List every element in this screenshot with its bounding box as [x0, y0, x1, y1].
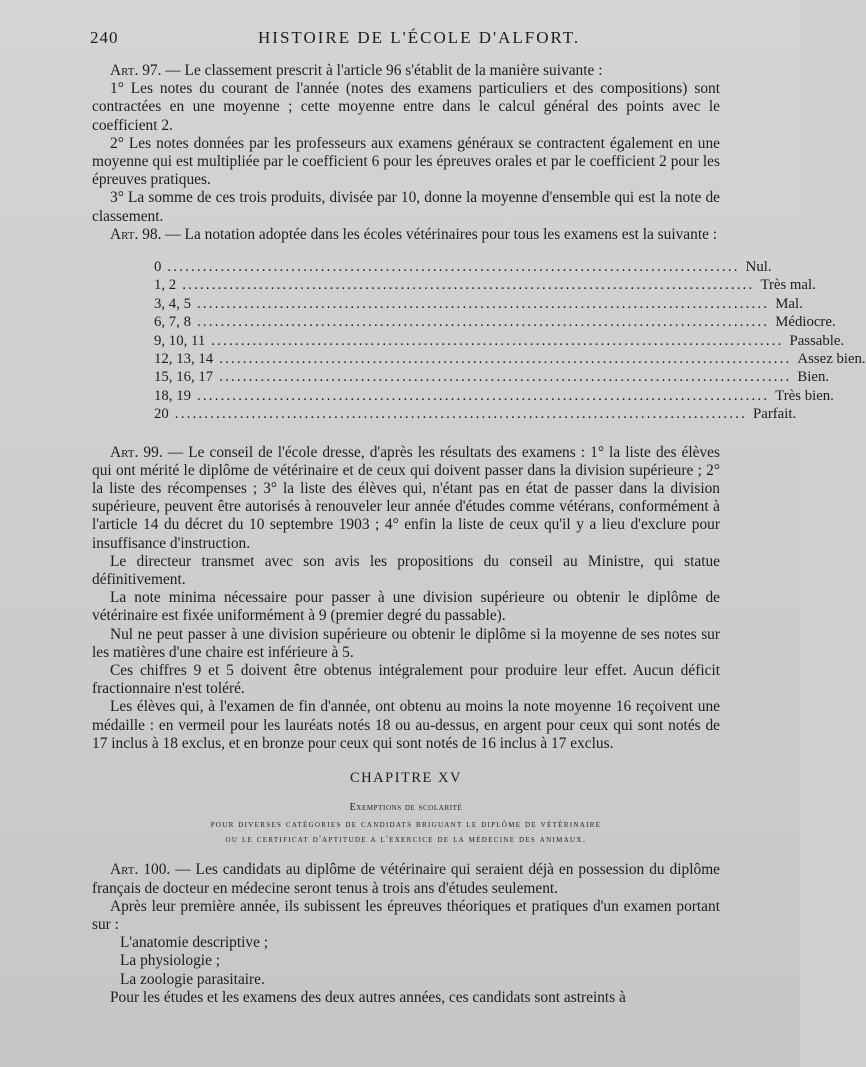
art100-p1: Art. 100. — Les candidats au diplôme de vétérinaire qui seraient déjà en possession du diplôme français de docteur en médecine seront tenus à trois ans d'études seulement. [92, 861, 720, 897]
art100-item: La physiologie ; [120, 952, 221, 970]
leader-dots: ................................................................................................. [197, 387, 770, 404]
leader-dots: ................................................................................................. [174, 406, 748, 423]
grade-notes: 15, 16, 17 [154, 369, 214, 386]
leader-dots: ................................................................................................. [167, 259, 740, 276]
grade-label: Mal. [775, 295, 803, 312]
art97-item-2: 2° Les notes données par les professeurs aux examens généraux se contractent également en une moyenne qui est multipliée par le coefficient 6 pour les épreuves orales et par le coefficient 2 pour les épreuves pratiques. [92, 134, 720, 189]
grade-row [154, 405, 797, 423]
art100-p3: Pour les études et les examens des deux autres années, ces candidats sont astreints à [110, 988, 626, 1006]
art97-item-3: 3° La somme de ces trois produits, divisée par 10, donne la moyenne d'ensemble qui est la note de classement. [92, 189, 720, 225]
grade-notes: 9, 10, 11 [154, 332, 206, 349]
art98-label: Art. 98. [110, 225, 162, 243]
art99-p6: Les élèves qui, à l'examen de fin d'année, ont obtenu au moins la note moyenne 16 reçoivent une médaille : en vermeil pour les lauréats notés 18 ou au-dessus, en argent pour ceux qui sont notés de 17 inclus à 18 exclus, et en bronze pour ceux qui sont notés de 16 inclus à 17 exclus. [92, 698, 720, 752]
grade-notes: 20 [154, 406, 169, 423]
grade-notes: 1, 2 [154, 277, 177, 294]
grade-row [154, 387, 834, 405]
art97-item-1: 1° Les notes du courant de l'année (notes des examens particuliers et des compositions) sont contractées en une moyenne ; cette moyenne entre dans le calcul général des points avec le coefficient 2. [92, 80, 720, 134]
chapter-subtitle-2: ou le certificat d'aptitude a l'exercice de la médecine des animaux. [225, 834, 587, 846]
running-title: HISTOIRE DE L'ÉCOLE D'ALFORT. [258, 28, 581, 47]
art99-label: Art. 99. [110, 443, 163, 461]
grade-notes: 3, 4, 5 [154, 295, 191, 312]
art100-item: La zoologie parasitaire. [120, 970, 265, 988]
art97-intro: Art. 97. — Le classement prescrit à l'article 96 s'établit de la manière suivante : [110, 62, 603, 79]
grade-row [154, 350, 866, 368]
grade-row [154, 313, 836, 331]
chapter-title: CHAPITRE XV [350, 770, 462, 786]
grade-notes: 18, 19 [154, 387, 191, 404]
grade-row [154, 368, 830, 386]
art100-label: Art. 100. [110, 861, 171, 879]
grade-label: Médiocre. [775, 314, 836, 331]
body-text [92, 62, 866, 1007]
grade-notes: 12, 13, 14 [154, 350, 214, 367]
grading-table [154, 258, 866, 424]
leader-dots: ................................................................................................. [197, 295, 770, 312]
grade-label: Nul. [745, 259, 772, 276]
leader-dots: ................................................................................................. [197, 314, 770, 331]
art99-p1: Art. 99. — Le conseil de l'école dresse, d'après les résultats des examens : 1° la liste des élèves qui ont mérité le diplôme de vétérinaire et de ceux qui doivent passer dans la division supérieure ; 2° la liste des récompenses ; 3° la liste des élèves qui, n'étant pas en état de passer dans la division supérieure, peuvent être autorisés à renouveler leur année d'études comme vétérans, conformément à l'article 14 du décret du 10 septembre 1903 ; 4° enfin la liste de ceux qu'il y a lieu d'exclure pour insuffisance d'instruction. [92, 443, 720, 552]
grade-label: Parfait. [753, 406, 797, 423]
art99-p4: Nul ne peut passer à une division supérieure ou obtenir le diplôme si la moyenne de ses notes sur les matières d'une chaire est inférieure à 5. [92, 625, 720, 661]
art100-p2: Après leur première année, ils subissent les épreuves théoriques et pratiques d'un examen portant sur : [92, 897, 720, 934]
grade-row [154, 258, 772, 276]
art98-intro: Art. 98. — La notation adoptée dans les écoles vétérinaires pour tous les examens est la suivante : [110, 225, 718, 243]
grade-label: Très mal. [760, 277, 816, 294]
grade-label: Bien. [797, 369, 830, 386]
leader-dots: ................................................................................................. [219, 350, 792, 367]
leader-dots: ................................................................................................. [211, 332, 784, 349]
art100-item: L'anatomie descriptive ; [120, 934, 269, 952]
grade-label: Passable. [789, 332, 845, 349]
grade-label: Très bien. [775, 387, 834, 404]
art99-p2: Le directeur transmet avec son avis les propositions du conseil au Ministre, qui statue définitivement. [92, 552, 720, 588]
grade-notes: 6, 7, 8 [154, 314, 191, 331]
grade-notes: 0 [154, 259, 162, 276]
page-number: 240 [90, 28, 119, 47]
grade-label: Assez bien. [797, 350, 866, 367]
leader-dots: ................................................................................................. [182, 277, 755, 294]
art97-label: Art. 97. [110, 62, 162, 79]
art99-p5: Ces chiffres 9 et 5 doivent être obtenus intégralement pour produire leur effet. Aucun déficit fractionnaire n'est toléré. [92, 661, 720, 698]
chapter-heading: Exemptions de scolarité [349, 802, 463, 814]
art99-p3: La note minima nécessaire pour passer à une division supérieure ou obtenir le diplôme de vétérinaire est fixée uniformément à 9 (premier degré du passable). [92, 589, 720, 625]
chapter-subtitle-1: pour diverses catégories de candidats briguant le diplôme de vétérinaire [210, 819, 602, 831]
grade-row [154, 332, 845, 350]
grade-row [154, 276, 816, 294]
leader-dots: ................................................................................................. [219, 369, 792, 386]
grade-row [154, 295, 803, 313]
